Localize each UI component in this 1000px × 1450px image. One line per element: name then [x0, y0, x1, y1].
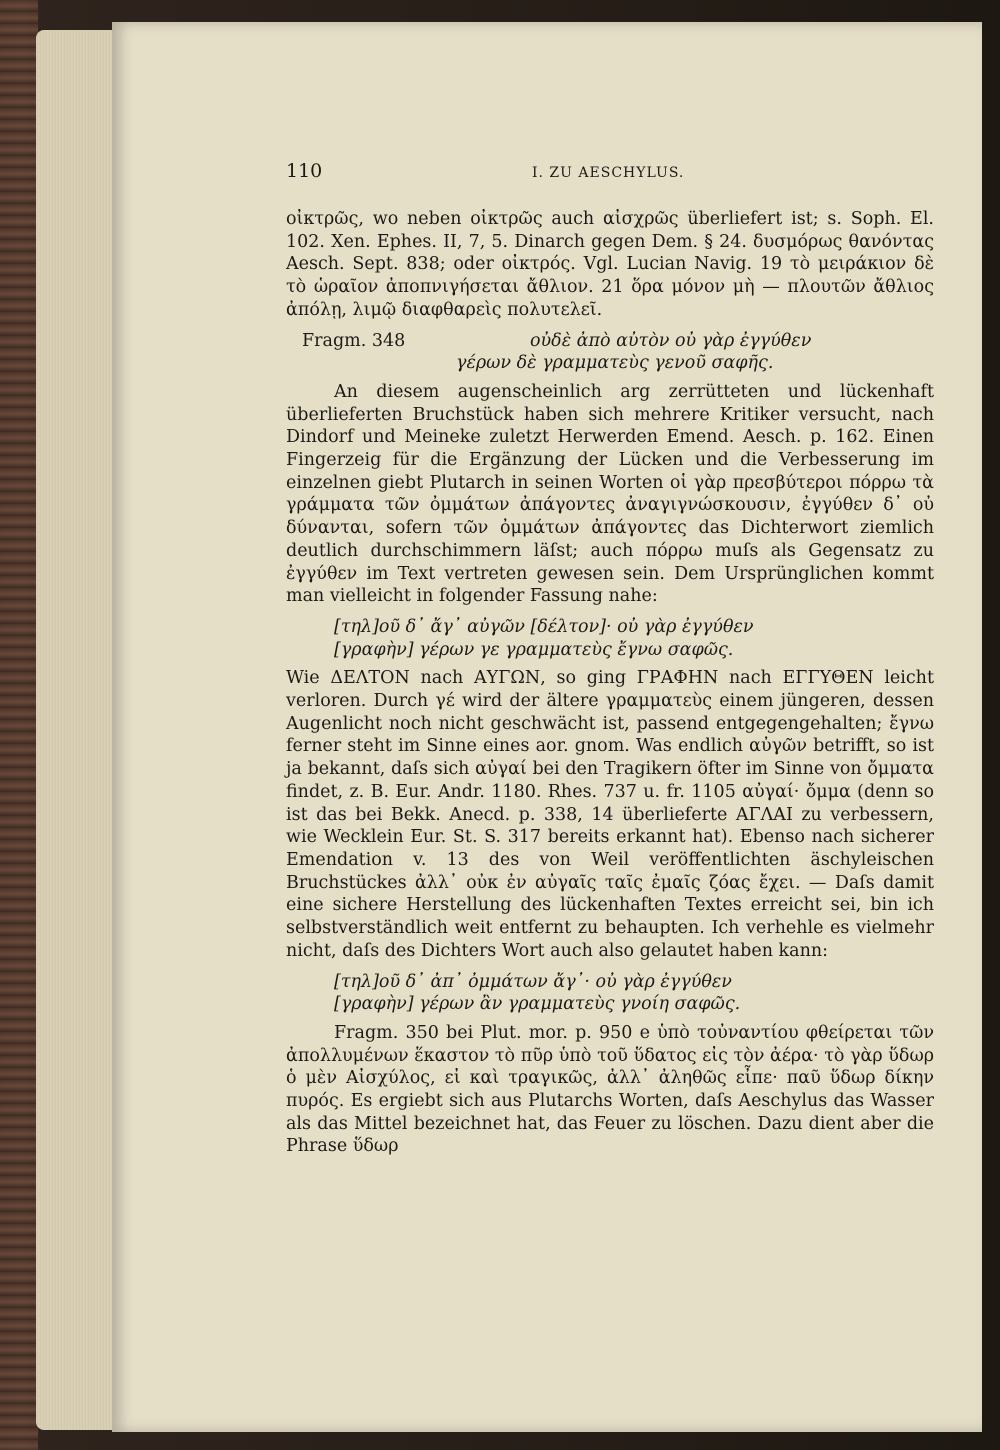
book-cover-edge	[0, 0, 38, 1450]
fragment-greek-line-2: γέρων δὲ γραμματεὺς γενοῦ σαφῆς.	[456, 353, 774, 374]
paragraph-3: Wie ΔΕΛΤΟΝ nach ΑΥΓΩΝ, so ging ΓΡΑΦΗΝ nach ΕΓΓΥΘΕΝ leicht verloren. Durch γέ wird der ältere γραμματεὺς einem jüngeren, dessen Augenlicht noch nicht geschwächt ist, passend entgegengehalten; ἔγνω ferner steht im Sinne eines aor. gnom. Was endlich αὐγῶν betrifft, so ist ja bekannt, daſs sich αὐγαί bei den Tragikern öfter im Sinne von ὄμματα findet, z. B. Eur. Andr. 1180. Rhes. 737 u. fr. 1105 αὐγαί· ὄμμα (denn so ist das bei Bekk. Anecd. p. 338, 14 überlieferte ΑΓΛΑΙ zu verbessern, wie Wecklein Eur. St. S. 317 bereits erkannt hat). Ebenso nach sicherer Emendation v. 13 des von Weil veröffentlichten äschyleischen Bruchstückes ἀλλ᾽ οὐκ ἐν αὐγαῖς ταῖς ἐμαῖς ζόας ἔχει. — Daſs damit eine sichere Herstellung des lückenhaften Textes erreicht sei, bin ich selbstverständlich weit entfernt zu behaupten. Ich verhehle es vielmehr nicht, daſs des Dichters Wort auch also gelautet haben kann:	[286, 668, 934, 961]
page-content	[286, 160, 934, 1158]
fragment-greek-line-1: οὐδὲ ἀπὸ αὐτὸν οὐ γὰρ ἐγγύθεν	[530, 330, 812, 351]
paragraph-2: An diesem augenscheinlich arg zerrütteten und lückenhaft überlieferten Bruchstück haben sich mehrere Kritiker versucht, nach Dindorf und Meineke zuletzt Herwerden Emend. Aesch. p. 162. Einen Fingerzeig für die Ergänzung der Lücken und die Verbesserung im einzelnen giebt Plutarch in seinen Worten οἱ γὰρ πρεσβύτεροι πόρρω τὰ γράμματα τῶν ὀμμάτων ἀπάγοντες ἀναγιγνώσκουσιν, ἐγγύθεν δ᾽ οὐ δύνανται, sofern τῶν ὀμμάτων ἀπάγοντες das Dichterwort ziemlich deutlich durchschimmern läſst; auch πόρρω muſs als Gegensatz zu ἐγγύθεν im Text vertreten gewesen sein. Dem Ursprünglichen kommt man vielleicht in folgender Fassung nahe:	[286, 381, 934, 607]
verse-reconstruction-a	[334, 616, 934, 661]
verse-a-line-2: [γραφὴν] γέρων γε γραμματεὺς ἔγνω σαφῶς.	[334, 639, 734, 660]
page-header	[286, 160, 934, 188]
verse-b-line-2: [γραφὴν] γέρων ἂν γραμματεὺς γνοίη σαφῶς.	[334, 994, 741, 1015]
running-head: I. ZU AESCHYLUS.	[532, 165, 685, 181]
fragment-348	[286, 330, 934, 375]
page-number: 110	[286, 160, 323, 182]
fragment-label: Fragm. 348	[302, 330, 406, 351]
fragment-line-1	[286, 330, 934, 353]
paragraph-1: οἰκτρῶς, wo neben οἰκτρῶς auch αἰσχρῶς überliefert ist; s. Soph. El. 102. Xen. Ephes. II, 7, 5. Dinarch gegen Dem. § 24. δυσμόρως θανόντας Aesch. Sept. 838; oder οἰκτρός. Vgl. Lucian Navig. 19 τὸ μειράκιον δὲ τὸ ὡραῖον ἀποπνιγήσεται ἄθλιον. 21 ὅρα μόνον μὴ — πλουτῶν ἄθλιος ἀπόλῃ, λιμῷ διαφθαρεὶς πολυτελεῖ.	[286, 209, 934, 320]
paragraph-4: Fragm. 350 bei Plut. mor. p. 950 e ὑπὸ τοὐναντίου φθείρεται τῶν ἀπολλυμένων ἕκαστον τὸ πῦρ ὑπὸ τοῦ ὕδατος εἰς τὸν ἀέρα· τὸ γὰρ ὕδωρ ὁ μὲν Αἰσχύλος, εἰ καὶ τραγικῶς, ἀλλ᾽ ἀληθῶς εἶπε· παῦ ὕδωρ δίκην πυρός. Es ergiebt sich aus Plutarchs Worten, daſs Aeschylus das Wasser als das Mittel bezeichnet hat, das Feuer zu löschen. Dazu dient aber die Phrase ὕδωρ	[286, 1022, 934, 1157]
verse-a-line-1: [τηλ]οῦ δ᾽ ἄγ᾽ αὐγῶν [δέλτον]· οὐ γὰρ ἐγγύθεν	[334, 616, 754, 637]
verse-b-line-1: [τηλ]οῦ δ᾽ ἀπ᾽ ὀμμάτων ἄγ᾽· οὐ γὰρ ἐγγύθεν	[334, 971, 732, 992]
verse-reconstruction-b	[334, 971, 934, 1016]
